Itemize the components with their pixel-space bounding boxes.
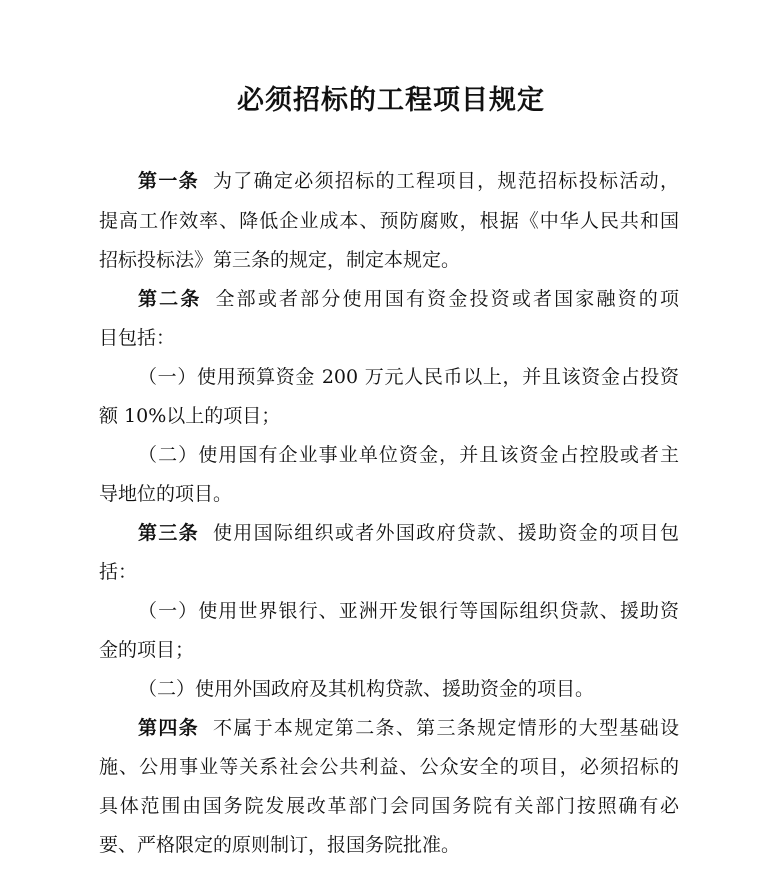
article-2-line-2: 目包括： (99, 327, 176, 349)
article-3-label: 第三条 (138, 522, 199, 544)
article-2-item-2-line-2: 导地位的项目。 (99, 483, 233, 505)
document-title: 必须招标的工程项目规定 (237, 85, 545, 116)
article-2-item-2-line-1: （二）使用国有企业事业单位资金，并且该资金占控股或者主 (138, 444, 679, 466)
article-2-label: 第二条 (138, 288, 202, 310)
article-3-item-1-line-2: 金的项目； (99, 639, 195, 661)
article-1-line-2: 提高工作效率、降低企业成本、预防腐败，根据《中华人民共和国 (99, 210, 679, 232)
article-3-text-1: 使用国际组织或者外国政府贷款、援助资金的项目包 (212, 522, 679, 544)
article-2-item-1-line-1: （一）使用预算资金 200 万元人民币以上，并且该资金占投资 (138, 366, 679, 388)
article-3-item-1-line-1: （一）使用世界银行、亚洲开发银行等国际组织贷款、援助资 (138, 600, 679, 622)
article-3-item-2-line-1: （二）使用外国政府及其机构贷款、援助资金的项目。 (138, 678, 595, 700)
article-1-label: 第一条 (138, 170, 199, 192)
article-2-item-1-line-2: 额 10%以上的项目； (99, 405, 281, 427)
article-2-text-1: 全部或者部分使用国有资金投资或者国家融资的项 (215, 288, 679, 310)
article-4-label: 第四条 (138, 717, 199, 739)
article-2-line-1 (138, 286, 679, 312)
article-4-line-2: 施、公用事业等关系社会公共利益、公众安全的项目，必须招标的 (99, 756, 679, 778)
article-1-text-1: 为了确定必须招标的工程项目，规范招标投标活动， (212, 170, 679, 192)
article-1-line-3: 招标投标法》第三条的规定，制定本规定。 (99, 249, 461, 271)
article-4-line-3: 具体范围由国务院发展改革部门会同国务院有关部门按照确有必 (99, 795, 679, 817)
article-4-text-1: 不属于本规定第二条、第三条规定情形的大型基础设 (212, 717, 679, 739)
article-3-line-1 (138, 520, 679, 546)
article-4-line-4: 要、严格限定的原则制订，报国务院批准。 (99, 834, 461, 856)
article-3-line-2: 括： (99, 561, 138, 583)
article-1-line-1 (138, 168, 679, 194)
article-4-line-1 (138, 715, 679, 741)
